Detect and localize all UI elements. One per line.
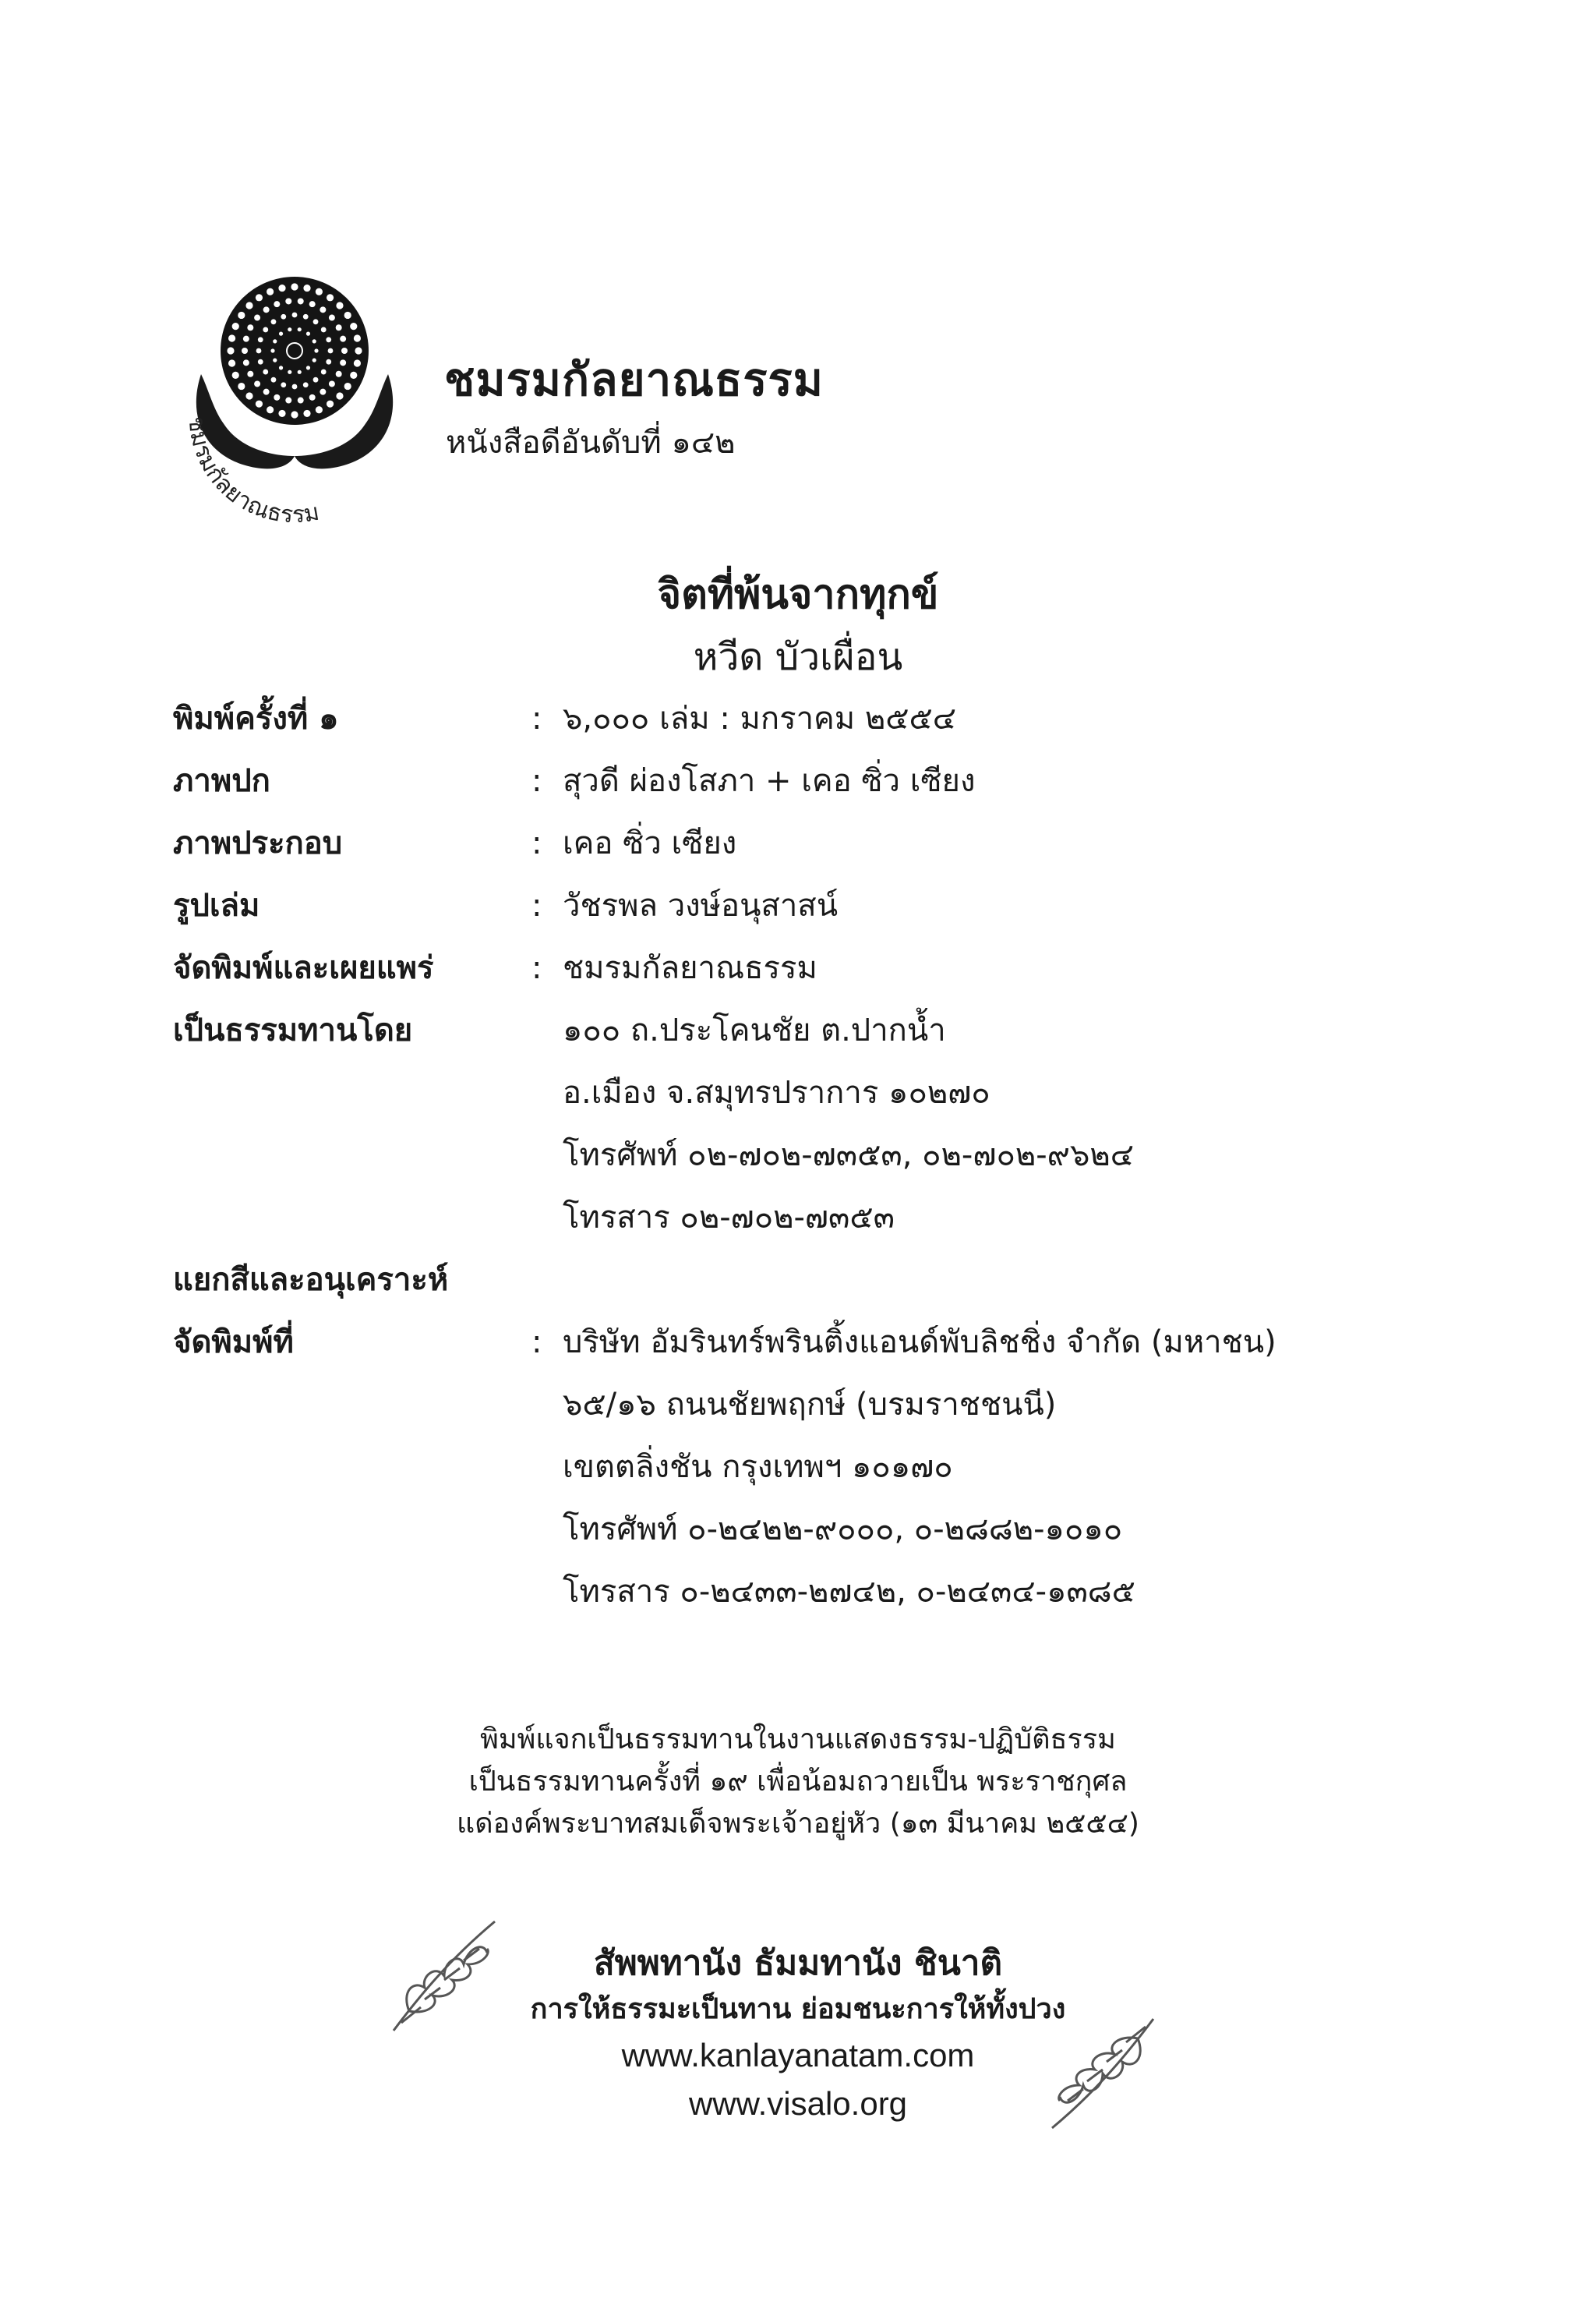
logo-dot	[327, 401, 334, 408]
colophon-row	[173, 1124, 1498, 1186]
logo-dot	[254, 380, 260, 387]
colophon-row	[173, 1186, 1498, 1249]
logo-dot	[329, 380, 335, 387]
logo-dot	[238, 312, 245, 319]
logo-ring-text: ชมรมกัลยาณธรรม	[182, 415, 322, 522]
logo-dot	[263, 306, 270, 313]
dedication-line: พิมพ์แจกเป็นธรรมทานในงานแสดงธรรม-ปฏิบัติธรรม	[480, 1723, 1116, 1755]
logo-dot	[274, 394, 280, 401]
club-name: ชมรมกัลยาณธรรม	[444, 353, 824, 406]
colophon-label: รูปเล่ม	[173, 888, 260, 924]
logo-dot	[278, 285, 285, 292]
logo-dot	[350, 323, 357, 330]
colophon-value: โทรสาร ๐-๒๔๓๓-๒๗๔๒, ๐-๒๔๓๔-๑๓๘๕	[563, 1574, 1135, 1610]
colophon-label: จัดพิมพ์และเผยแพร่	[173, 950, 434, 986]
colophon-row	[173, 1062, 1498, 1124]
colophon-row	[173, 875, 1498, 937]
colophon-row	[173, 937, 1498, 999]
logo-dot	[314, 348, 318, 352]
logo-dot	[328, 348, 334, 354]
colophon-colon: :	[531, 888, 542, 924]
logo-dot	[227, 347, 234, 354]
logo-dot	[303, 285, 310, 292]
logo-dot	[309, 301, 316, 307]
colophon-row	[173, 812, 1498, 875]
book-number: หนังสือดีอันดับที่ ๑๔๒	[446, 425, 736, 461]
logo-dot	[320, 306, 326, 313]
dedication-line: เป็นธรรมทานครั้งที่ ๑๙ เพื่อน้อมถวายเป็น พระราชกุศล	[468, 1766, 1128, 1798]
logo-dot	[279, 366, 283, 369]
dedication-line: แด่องค์พระบาทสมเด็จพระเจ้าอยู่หัว (๑๓ มีนาคม ๒๕๕๔)	[457, 1808, 1139, 1840]
logo-dot	[354, 359, 361, 366]
logo-dot	[278, 410, 285, 417]
logo-dot	[263, 369, 268, 375]
logo-dot	[303, 382, 309, 387]
logo-dot	[247, 324, 253, 331]
colophon-value: โทรศัพท์ ๐-๒๔๒๒-๙๐๐๐, ๐-๒๘๘๒-๑๐๑๐	[563, 1511, 1123, 1547]
logo-dot	[270, 348, 274, 352]
logo-dot	[292, 384, 298, 390]
logo-dot	[298, 370, 302, 374]
logo-dot	[316, 406, 323, 413]
logo-dot	[232, 323, 239, 330]
logo-dot	[306, 332, 310, 336]
logo-dot	[350, 372, 357, 379]
logo-dot	[245, 302, 252, 309]
colophon-row	[173, 1498, 1498, 1561]
colophon-label: ภาพประกอบ	[173, 825, 343, 861]
logo-dot	[336, 302, 343, 309]
website-link[interactable]: www.visalo.org	[688, 2085, 908, 2122]
logo-dot	[306, 366, 310, 369]
logo-dot	[228, 359, 235, 366]
colophon-colon: :	[531, 950, 542, 986]
logo-dot	[321, 327, 327, 333]
colophon-row	[173, 1436, 1498, 1498]
logo-dot	[258, 337, 263, 342]
club-logo-icon	[154, 257, 435, 522]
logo-dot	[273, 359, 277, 362]
logo-dot	[336, 324, 342, 331]
logo-dot	[327, 294, 334, 301]
logo-dot	[303, 410, 310, 417]
logo-dot	[285, 298, 291, 304]
logo-dot	[341, 348, 348, 354]
logo-dot	[288, 327, 291, 331]
logo-dot	[340, 359, 346, 366]
motto-thai: การให้ธรรมะเป็นทาน ย่อมชนะการให้ทั้งปวง	[530, 1993, 1066, 2025]
colophon-value: บริษัท อัมรินทร์พรินติ้งแอนด์พับลิชชิ่ง จำกัด (มหาชน)	[563, 1324, 1276, 1360]
logo-dot	[316, 288, 323, 295]
colophon-label: เป็นธรรมทานโดย	[173, 1013, 413, 1048]
logo-dot	[267, 406, 274, 413]
colophon-value: ๑๐๐ ถ.ประโคนชัย ต.ปากน้ำ	[563, 1013, 946, 1048]
logo-dot	[312, 339, 316, 343]
motto-pali: สัพพทานัง ธัมมทานัง ชินาติ	[593, 1943, 1003, 1983]
logo-dot	[326, 359, 331, 365]
footer	[0, 1939, 1596, 2128]
logo-dot	[313, 319, 319, 324]
logo-dot	[336, 392, 343, 399]
logo-dot	[267, 288, 274, 295]
logo-dot	[256, 401, 263, 408]
logo-dot	[245, 392, 252, 399]
colophon-label: พิมพ์ครั้งที่ ๑	[173, 701, 339, 737]
logo-dot	[344, 312, 351, 319]
logo-dot	[274, 301, 280, 307]
logo-dot	[354, 334, 361, 341]
colophon-value: เขตตลิ่งชัน กรุงเทพฯ ๑๐๑๗๐	[563, 1449, 953, 1485]
colophon-value: วัชรพล วงษ์อนุสาสน์	[563, 888, 839, 924]
logo-dot	[312, 359, 316, 362]
logo-dot	[273, 339, 277, 343]
colophon	[173, 688, 1498, 1623]
logo-dot	[263, 327, 268, 333]
colophon-value: สุวดี ผ่องโสภา + เคอ ซิ่ว เซียง	[563, 763, 976, 799]
logo-dot	[355, 347, 362, 354]
logo-dot	[303, 314, 309, 320]
logo-dot	[321, 369, 327, 375]
colophon-value: ชมรมกัลยาณธรรม	[563, 950, 817, 986]
colophon-colon: :	[531, 825, 542, 861]
logo-dot	[281, 382, 286, 387]
colophon-value: ๖,๐๐๐ เล่ม : มกราคม ๒๕๕๔	[563, 701, 957, 737]
logo-dot	[298, 327, 302, 331]
colophon-row	[173, 750, 1498, 812]
colophon-value: โทรศัพท์ ๐๒-๗๐๒-๗๓๕๓, ๐๒-๗๐๒-๙๖๒๔	[563, 1137, 1134, 1173]
colophon-label: แยกสีและอนุเคราะห์	[173, 1262, 449, 1298]
colophon-row	[173, 1249, 1498, 1311]
colophon-value: เคอ ซิ่ว เซียง	[563, 825, 737, 861]
colophon-label: ภาพปก	[173, 763, 270, 799]
logo-dot	[238, 383, 245, 390]
logo-dot	[232, 372, 239, 379]
logo-dot	[256, 348, 262, 354]
website-link[interactable]: www.kanlayanatam.com	[621, 2037, 975, 2073]
colophon-row	[173, 999, 1498, 1062]
logo-dot	[242, 348, 248, 354]
colophon-colon: :	[531, 763, 542, 799]
logo-dot	[256, 294, 263, 301]
logo-dot	[336, 371, 342, 377]
logo-dot	[271, 377, 277, 383]
colophon-row	[173, 1373, 1498, 1436]
dedication	[0, 1719, 1596, 1845]
logo-dot	[329, 315, 335, 321]
colophon-label: จัดพิมพ์ที่	[173, 1324, 294, 1360]
logo-dot	[291, 283, 298, 290]
logo-dot	[243, 359, 249, 366]
logo-dot	[298, 298, 304, 304]
colophon-value: ๖๕/๑๖ ถนนชัยพฤกษ์ (บรมราชชนนี)	[563, 1387, 1057, 1423]
logo-dot	[285, 398, 291, 404]
logo-dot	[247, 371, 253, 377]
logo-dot	[288, 370, 291, 374]
book-title: จิตที่พ้นจากทุกข์	[657, 571, 939, 618]
logo-dot	[254, 315, 260, 321]
logo-dot	[298, 398, 304, 404]
logo-dot	[279, 332, 283, 336]
colophon-value: โทรสาร ๐๒-๗๐๒-๗๓๕๓	[563, 1200, 895, 1236]
colophon-row	[173, 688, 1498, 750]
logo-dot	[271, 319, 277, 324]
logo-dot	[243, 336, 249, 342]
logo-dot	[320, 389, 326, 395]
colophon-colon: :	[531, 1324, 542, 1360]
logo-dot	[340, 336, 346, 342]
colophon-row	[173, 1311, 1498, 1373]
logo-dot	[309, 394, 316, 401]
book-author: หวีด บัวเผื่อน	[693, 635, 903, 679]
logo-dot	[313, 377, 319, 383]
logo-dot	[263, 389, 270, 395]
logo-dot	[344, 383, 351, 390]
logo-dot	[228, 334, 235, 341]
logo-dot	[258, 359, 263, 365]
colophon-value: อ.เมือง จ.สมุทรปราการ ๑๐๒๗๐	[563, 1075, 990, 1111]
colophon-colon: :	[531, 701, 542, 737]
logo-dot	[292, 313, 298, 318]
svg-text:ชมรมกัลยาณธรรม	[183, 415, 322, 522]
colophon-row	[173, 1561, 1498, 1623]
logo-dot	[326, 337, 331, 342]
logo-dot	[291, 411, 298, 418]
logo-dot	[281, 314, 286, 320]
